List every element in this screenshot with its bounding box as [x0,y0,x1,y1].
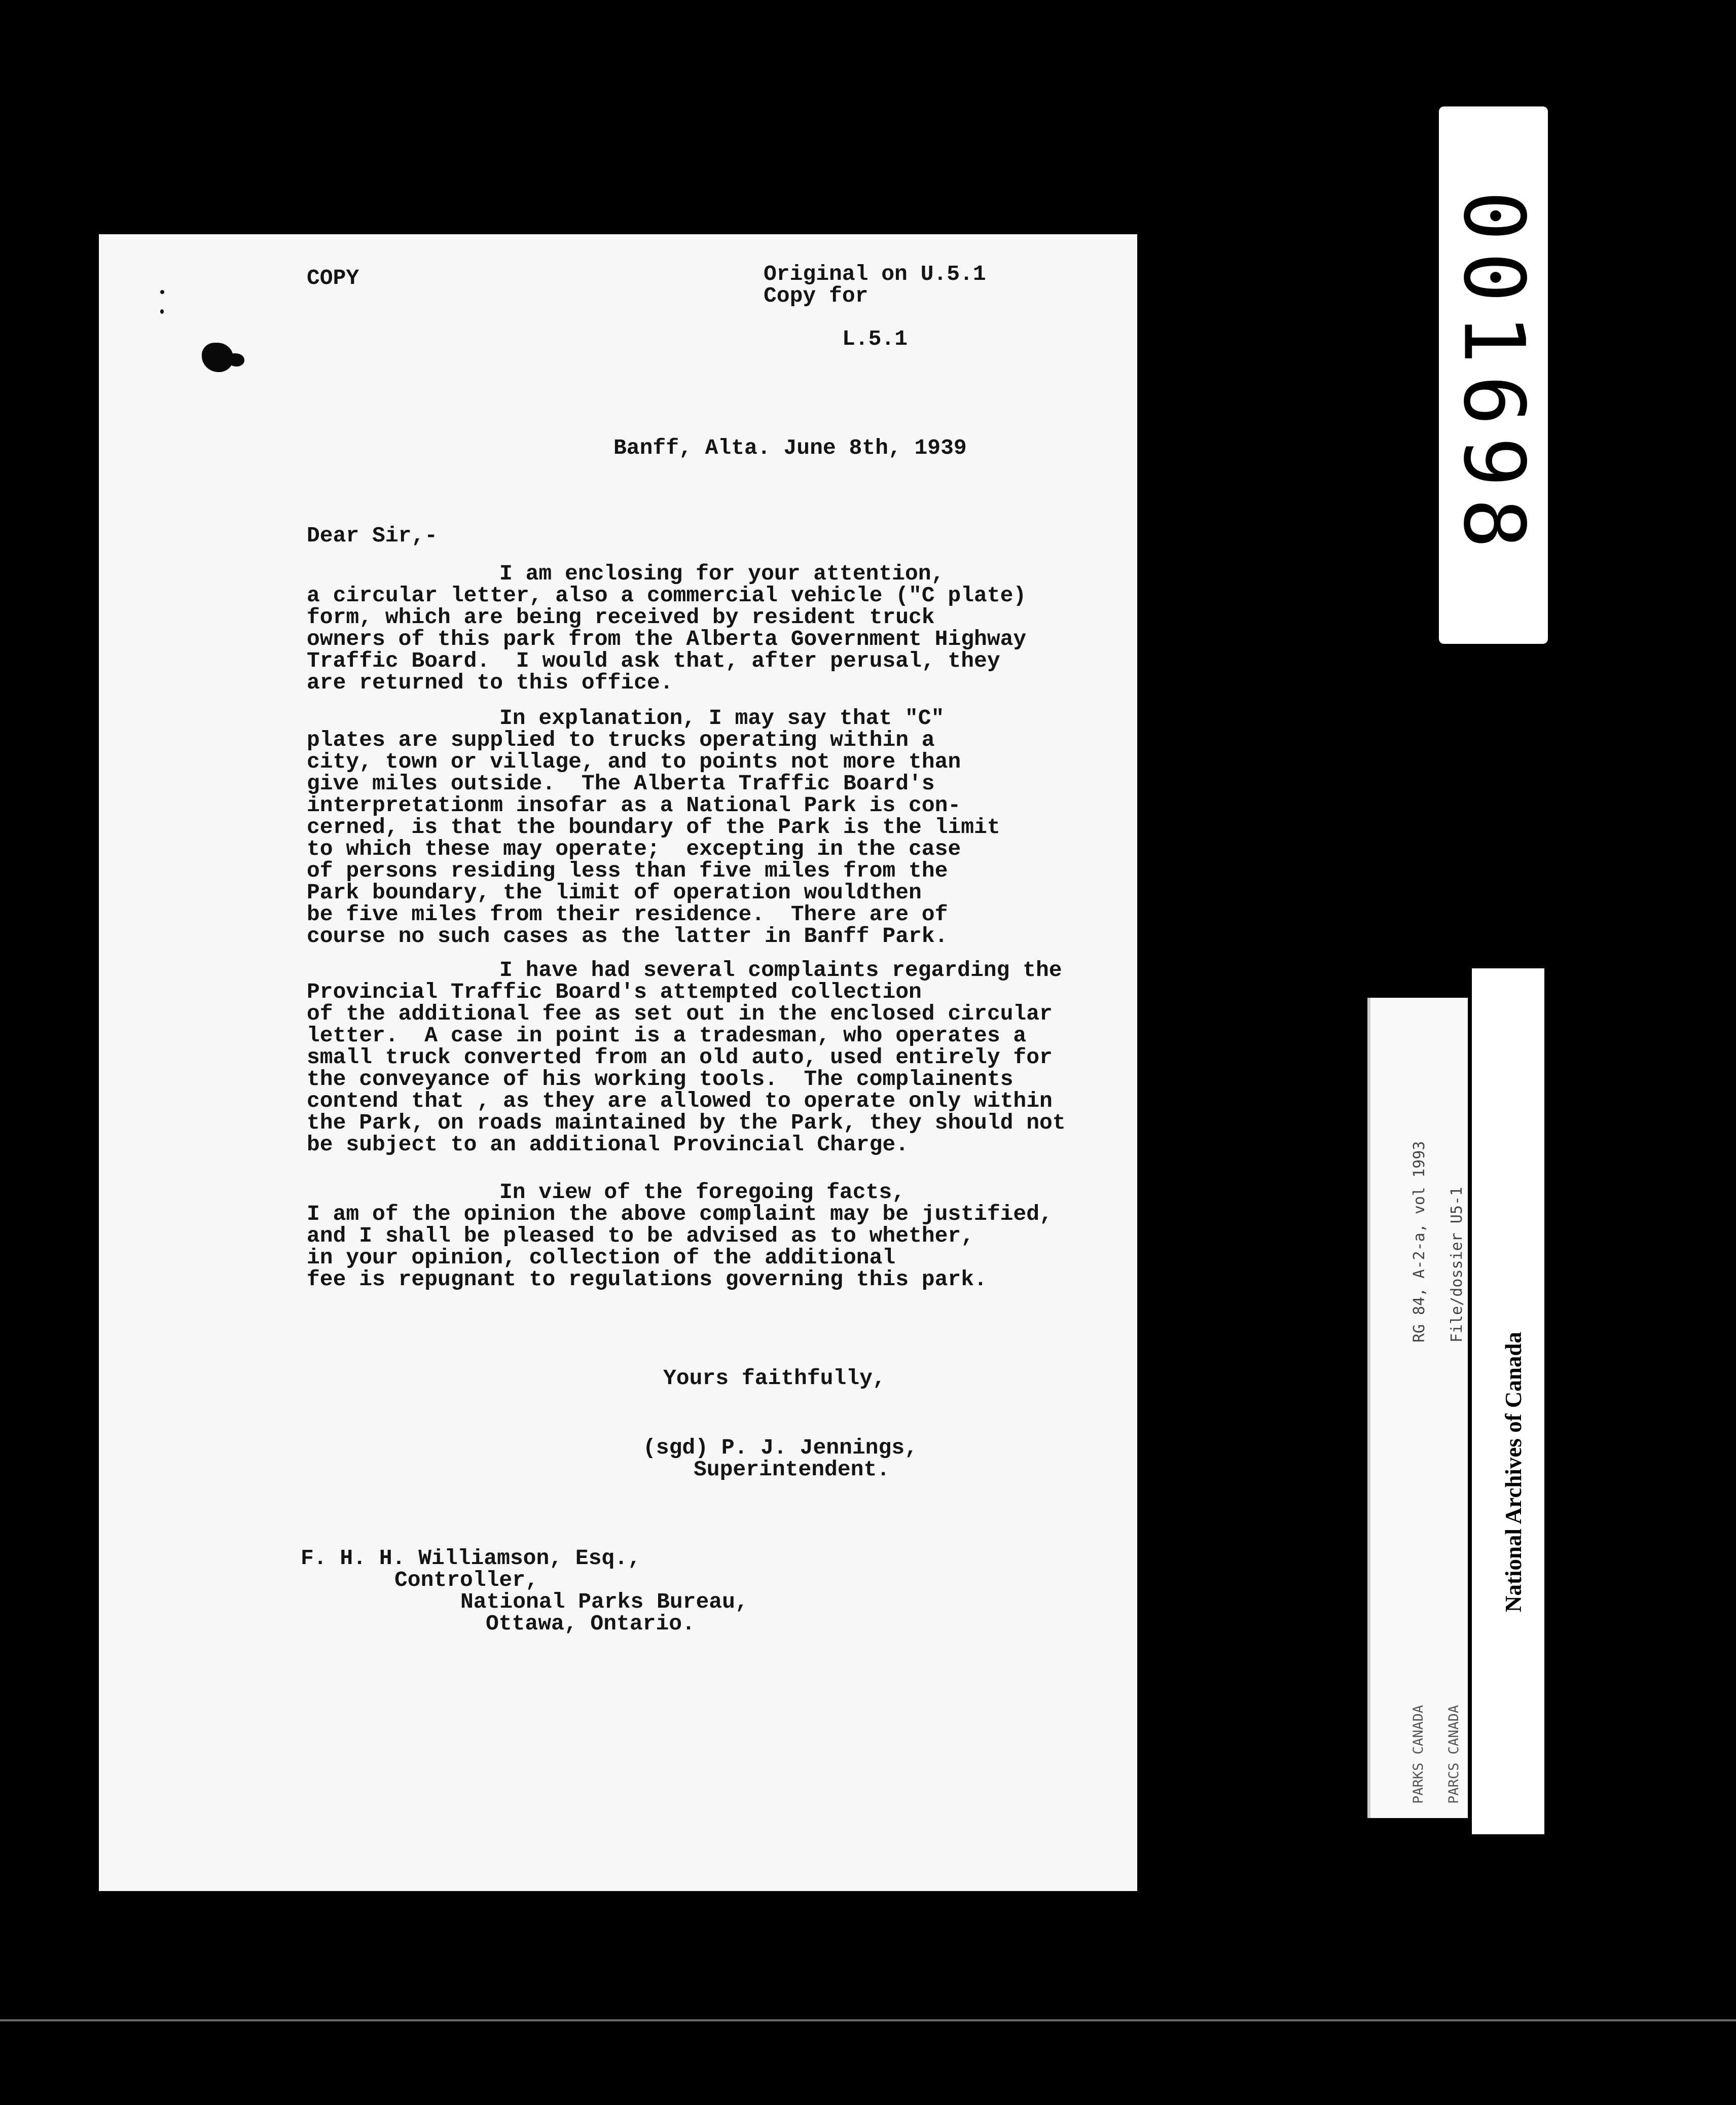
text-line: and I shall be pleased to be advised as to whether, [307,1223,974,1248]
addressee-location: Ottawa, Ontario. [486,1611,695,1636]
text-line: form, which are being received by resident truck [307,605,935,630]
bottom-rule [0,2019,1736,2021]
text-line: be subject to an additional Provincial Charge. [307,1132,909,1157]
institution-line: Archives nationales du Canada [1547,1309,1573,1612]
text-line: be five miles from their residence. There are of [307,902,948,927]
text-line: of persons residing less than five miles from the [307,858,948,883]
text-line: give miles outside. The Alberta Traffic Board's [307,771,935,796]
text-line: cerned, is that the boundary of the Park is the limit [307,815,1000,840]
copy-for-note: Copy for [764,283,869,308]
text-line: the conveyance of his working tools. The complainents [307,1067,1014,1092]
text-line: in your opinion, collection of the additional [307,1245,896,1270]
text-line: In explanation, I may say that "C" [499,706,945,731]
text-line: a circular letter, also a commercial vehicle ("C plate) [307,583,1027,608]
text-line: to which these may operate; excepting in the case [307,837,961,861]
paragraph-2 [307,707,1000,947]
text-line: are returned to this office. [307,670,673,695]
archive-institution-label [1472,968,1573,1834]
parks-canada-block [1392,1705,1481,1804]
text-line: I am of the opinion the above complaint may be justified, [307,1202,1053,1226]
text-line: I am enclosing for your attention, [499,561,945,586]
paragraph-4 [307,1181,1053,1290]
text-line: city, town or village, and to points not more than [307,749,961,774]
text-line: owners of this park from the Alberta Government Highway [307,627,1027,651]
paper-speck [160,309,164,314]
parks-line: PARKS CANADA [1410,1704,1426,1804]
text-line: letter. A case in point is a tradesman, who operates a [307,1023,1027,1048]
text-line: of the additional fee as set out in the enclosed circular [307,1001,1053,1026]
addressee-position: Controller, [394,1568,538,1592]
text-line: Provincial Traffic Board's attempted collection [307,979,922,1004]
text-line: In view of the foregoing facts, [499,1180,905,1205]
institution-block [1481,1309,1593,1612]
copy-label: COPY [307,266,359,291]
text-line: Traffic Board. I would ask that, after perusal, they [307,648,1000,673]
frame-number-box [1439,106,1548,644]
archive-reference-label [1367,998,1468,1818]
parks-line: PARCS CANADA [1446,1704,1462,1804]
text-line: small truck converted from an old auto, used entirely for [307,1045,1053,1070]
text-line: Park boundary, the limit of operation wouldthen [307,880,922,905]
letter-page [99,234,1137,1891]
ink-blot [227,353,244,367]
text-line: plates are supplied to trucks operating within a [307,728,935,752]
text-line: interpretationm insofar as a National Park is con- [307,793,961,818]
institution-line: National Archives of Canada [1501,1332,1526,1612]
text-line: I have had several complaints regarding the [499,958,1062,983]
paragraph-1 [307,563,1026,694]
signer-title: Superintendent. [694,1457,890,1482]
addressee-name: F. H. H. Williamson, Esq., [301,1546,641,1571]
closing: Yours faithfully, [663,1366,886,1391]
text-line: contend that , as they are allowed to operate only within [307,1088,1053,1113]
text-line: course no such cases as the latter in Banff Park. [307,924,948,949]
addressee-organization: National Parks Bureau, [460,1589,748,1614]
reference-line: RG 84, A-2-a, vol 1993 [1410,1141,1428,1342]
text-line: fee is repugnant to regulations governing this park. [307,1267,987,1292]
signature: (sgd) P. J. Jennings, [643,1435,918,1460]
text-line: the Park, on roads maintained by the Park, they should not [307,1110,1066,1135]
original-on-note: Original on U.5.1 [764,262,986,286]
salutation: Dear Sir,- [307,523,438,548]
paper-speck [160,290,164,294]
file-reference: L.5.1 [842,326,908,351]
frame-number: 001698 [1445,190,1542,560]
reference-line: File/dossier U5-1 [1448,1186,1466,1342]
place-date: Banff, Alta. June 8th, 1939 [613,435,967,460]
paragraph-3 [307,959,1066,1155]
